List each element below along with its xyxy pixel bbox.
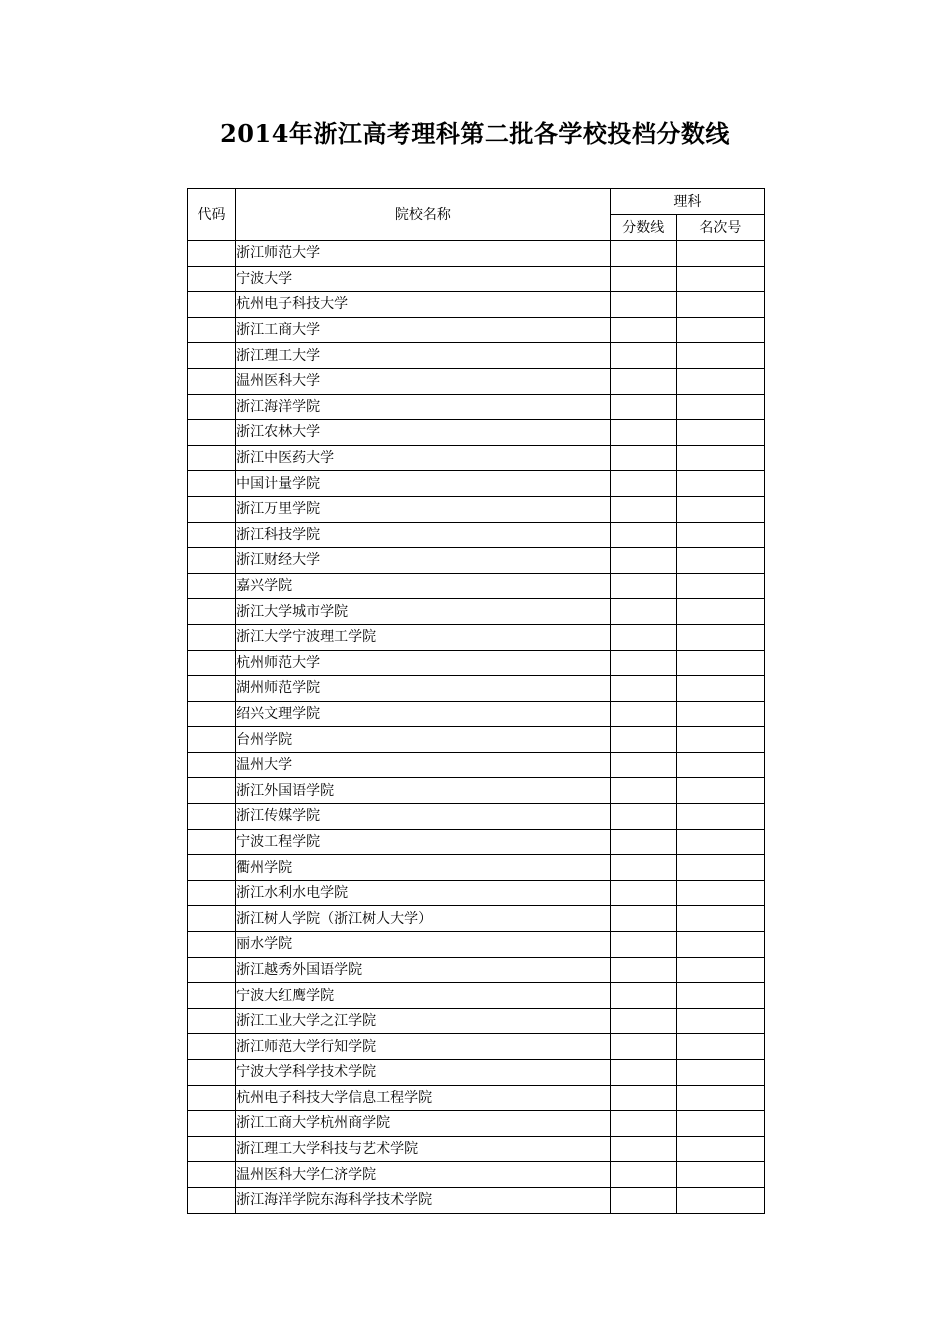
cell-code: [188, 855, 236, 881]
cell-score-line: [610, 1111, 676, 1137]
cell-score-line: [610, 957, 676, 983]
cell-school-name: 湖州师范学院: [236, 676, 611, 702]
cell-code: [188, 906, 236, 932]
cell-school-name: 浙江科技学院: [236, 522, 611, 548]
table-row: [188, 573, 765, 599]
cell-code: [188, 778, 236, 804]
header-score-line: 分数线: [610, 215, 676, 241]
cell-school-name: 浙江财经大学: [236, 548, 611, 574]
cell-score-line: [610, 317, 676, 343]
cell-school-name: 嘉兴学院: [236, 573, 611, 599]
cell-score-line: [610, 880, 676, 906]
cell-school-name: 浙江中医药大学: [236, 445, 611, 471]
header-school-name: 院校名称: [236, 189, 611, 241]
cell-code: [188, 727, 236, 753]
cell-code: [188, 548, 236, 574]
cell-rank-number: [676, 471, 764, 497]
cell-code: [188, 445, 236, 471]
cell-rank-number: [676, 804, 764, 830]
cell-code: [188, 1136, 236, 1162]
table-row: [188, 727, 765, 753]
cell-rank-number: [676, 752, 764, 778]
cell-code: [188, 624, 236, 650]
cell-code: [188, 676, 236, 702]
cell-rank-number: [676, 983, 764, 1009]
cell-score-line: [610, 1034, 676, 1060]
table-row: [188, 420, 765, 446]
cell-rank-number: [676, 292, 764, 318]
cell-score-line: [610, 1136, 676, 1162]
cell-rank-number: [676, 266, 764, 292]
cell-score-line: [610, 932, 676, 958]
cell-code: [188, 650, 236, 676]
cell-school-name: 浙江越秀外国语学院: [236, 957, 611, 983]
cell-rank-number: [676, 727, 764, 753]
cell-score-line: [610, 241, 676, 267]
table-row: [188, 624, 765, 650]
cell-school-name: 浙江农林大学: [236, 420, 611, 446]
cell-score-line: [610, 343, 676, 369]
cell-school-name: 杭州电子科技大学信息工程学院: [236, 1085, 611, 1111]
cell-rank-number: [676, 368, 764, 394]
cell-code: [188, 599, 236, 625]
table-body: [188, 241, 765, 1214]
table-row: [188, 1162, 765, 1188]
cell-rank-number: [676, 573, 764, 599]
table-row: [188, 599, 765, 625]
table-row: [188, 1034, 765, 1060]
table-row: [188, 1060, 765, 1086]
cell-score-line: [610, 420, 676, 446]
table-row: [188, 932, 765, 958]
cell-rank-number: [676, 1085, 764, 1111]
cell-rank-number: [676, 1136, 764, 1162]
cell-score-line: [610, 983, 676, 1009]
table-row: [188, 1008, 765, 1034]
cell-code: [188, 1060, 236, 1086]
cell-rank-number: [676, 855, 764, 881]
table-row: [188, 1085, 765, 1111]
cell-school-name: 浙江工商大学杭州商学院: [236, 1111, 611, 1137]
cell-school-name: 绍兴文理学院: [236, 701, 611, 727]
cell-school-name: 浙江树人学院（浙江树人大学）: [236, 906, 611, 932]
cell-rank-number: [676, 932, 764, 958]
table-row: [188, 650, 765, 676]
cell-code: [188, 1111, 236, 1137]
table-row: [188, 445, 765, 471]
cell-score-line: [610, 471, 676, 497]
cell-code: [188, 522, 236, 548]
cell-score-line: [610, 676, 676, 702]
cell-school-name: 杭州电子科技大学: [236, 292, 611, 318]
cell-school-name: 浙江水利水电学院: [236, 880, 611, 906]
table-row: [188, 829, 765, 855]
cell-score-line: [610, 855, 676, 881]
cell-school-name: 宁波大红鹰学院: [236, 983, 611, 1009]
cell-school-name: 台州学院: [236, 727, 611, 753]
cell-score-line: [610, 573, 676, 599]
cell-rank-number: [676, 1060, 764, 1086]
cell-rank-number: [676, 676, 764, 702]
cell-rank-number: [676, 957, 764, 983]
cell-school-name: 温州大学: [236, 752, 611, 778]
table-row: [188, 752, 765, 778]
cell-rank-number: [676, 599, 764, 625]
cell-code: [188, 1162, 236, 1188]
cell-school-name: 温州医科大学: [236, 368, 611, 394]
header-rank-number: 名次号: [676, 215, 764, 241]
cell-code: [188, 701, 236, 727]
cell-school-name: 浙江万里学院: [236, 496, 611, 522]
cell-rank-number: [676, 522, 764, 548]
cell-score-line: [610, 522, 676, 548]
cell-rank-number: [676, 1162, 764, 1188]
table-row: [188, 778, 765, 804]
cell-score-line: [610, 752, 676, 778]
cell-school-name: 浙江海洋学院: [236, 394, 611, 420]
cell-rank-number: [676, 701, 764, 727]
cell-code: [188, 1187, 236, 1213]
table-row: [188, 496, 765, 522]
cell-school-name: 中国计量学院: [236, 471, 611, 497]
header-row: [188, 189, 765, 215]
table-row: [188, 701, 765, 727]
cell-rank-number: [676, 496, 764, 522]
cell-score-line: [610, 1085, 676, 1111]
cell-rank-number: [676, 548, 764, 574]
cell-rank-number: [676, 829, 764, 855]
cell-code: [188, 317, 236, 343]
cell-rank-number: [676, 624, 764, 650]
cell-school-name: 浙江理工大学: [236, 343, 611, 369]
cell-school-name: 浙江海洋学院东海科学技术学院: [236, 1187, 611, 1213]
table-row: [188, 471, 765, 497]
cell-rank-number: [676, 317, 764, 343]
cell-code: [188, 394, 236, 420]
cell-score-line: [610, 804, 676, 830]
cell-rank-number: [676, 1008, 764, 1034]
table-row: [188, 1111, 765, 1137]
cell-school-name: 浙江理工大学科技与艺术学院: [236, 1136, 611, 1162]
cell-code: [188, 1085, 236, 1111]
cell-school-name: 丽水学院: [236, 932, 611, 958]
cell-code: [188, 1008, 236, 1034]
cell-code: [188, 957, 236, 983]
cell-score-line: [610, 1060, 676, 1086]
cell-code: [188, 752, 236, 778]
cell-code: [188, 471, 236, 497]
table-row: [188, 522, 765, 548]
cell-code: [188, 368, 236, 394]
cell-rank-number: [676, 420, 764, 446]
cell-code: [188, 829, 236, 855]
cell-school-name: 衢州学院: [236, 855, 611, 881]
cell-code: [188, 932, 236, 958]
header-science-group: 理科: [610, 189, 764, 215]
cell-score-line: [610, 292, 676, 318]
cell-code: [188, 1034, 236, 1060]
cell-code: [188, 266, 236, 292]
score-table: [187, 188, 765, 1214]
cell-code: [188, 880, 236, 906]
table-row: [188, 266, 765, 292]
cell-school-name: 温州医科大学仁济学院: [236, 1162, 611, 1188]
cell-score-line: [610, 906, 676, 932]
cell-school-name: 浙江外国语学院: [236, 778, 611, 804]
cell-score-line: [610, 1162, 676, 1188]
cell-school-name: 宁波工程学院: [236, 829, 611, 855]
cell-school-name: 宁波大学: [236, 266, 611, 292]
cell-score-line: [610, 778, 676, 804]
table-row: [188, 394, 765, 420]
table-row: [188, 957, 765, 983]
cell-rank-number: [676, 880, 764, 906]
cell-code: [188, 573, 236, 599]
cell-score-line: [610, 1187, 676, 1213]
table-row: [188, 343, 765, 369]
cell-score-line: [610, 368, 676, 394]
table-row: [188, 676, 765, 702]
table-row: [188, 1136, 765, 1162]
cell-school-name: 浙江大学城市学院: [236, 599, 611, 625]
cell-code: [188, 496, 236, 522]
table-row: [188, 1187, 765, 1213]
cell-rank-number: [676, 1111, 764, 1137]
cell-rank-number: [676, 1187, 764, 1213]
cell-score-line: [610, 701, 676, 727]
cell-code: [188, 343, 236, 369]
cell-rank-number: [676, 394, 764, 420]
cell-code: [188, 292, 236, 318]
cell-code: [188, 241, 236, 267]
table-row: [188, 292, 765, 318]
table-row: [188, 804, 765, 830]
cell-code: [188, 804, 236, 830]
cell-score-line: [610, 394, 676, 420]
header-code: 代码: [188, 189, 236, 241]
cell-rank-number: [676, 906, 764, 932]
table-row: [188, 548, 765, 574]
cell-rank-number: [676, 778, 764, 804]
table-row: [188, 855, 765, 881]
cell-school-name: 浙江工业大学之江学院: [236, 1008, 611, 1034]
cell-score-line: [610, 266, 676, 292]
cell-school-name: 宁波大学科学技术学院: [236, 1060, 611, 1086]
table-row: [188, 880, 765, 906]
page-title: 2014年浙江高考理科第二批各学校投档分数线: [220, 119, 730, 148]
cell-rank-number: [676, 445, 764, 471]
cell-score-line: [610, 829, 676, 855]
cell-school-name: 浙江师范大学: [236, 241, 611, 267]
table-row: [188, 241, 765, 267]
table-row: [188, 317, 765, 343]
cell-school-name: 浙江师范大学行知学院: [236, 1034, 611, 1060]
cell-rank-number: [676, 241, 764, 267]
cell-rank-number: [676, 343, 764, 369]
cell-rank-number: [676, 650, 764, 676]
cell-school-name: 浙江大学宁波理工学院: [236, 624, 611, 650]
cell-code: [188, 983, 236, 1009]
table-row: [188, 368, 765, 394]
cell-score-line: [610, 548, 676, 574]
cell-school-name: 浙江工商大学: [236, 317, 611, 343]
cell-score-line: [610, 650, 676, 676]
cell-score-line: [610, 445, 676, 471]
table-row: [188, 983, 765, 1009]
cell-school-name: 浙江传媒学院: [236, 804, 611, 830]
cell-school-name: 杭州师范大学: [236, 650, 611, 676]
cell-score-line: [610, 727, 676, 753]
cell-code: [188, 420, 236, 446]
cell-score-line: [610, 599, 676, 625]
cell-score-line: [610, 1008, 676, 1034]
cell-rank-number: [676, 1034, 764, 1060]
cell-score-line: [610, 624, 676, 650]
table-row: [188, 906, 765, 932]
cell-score-line: [610, 496, 676, 522]
